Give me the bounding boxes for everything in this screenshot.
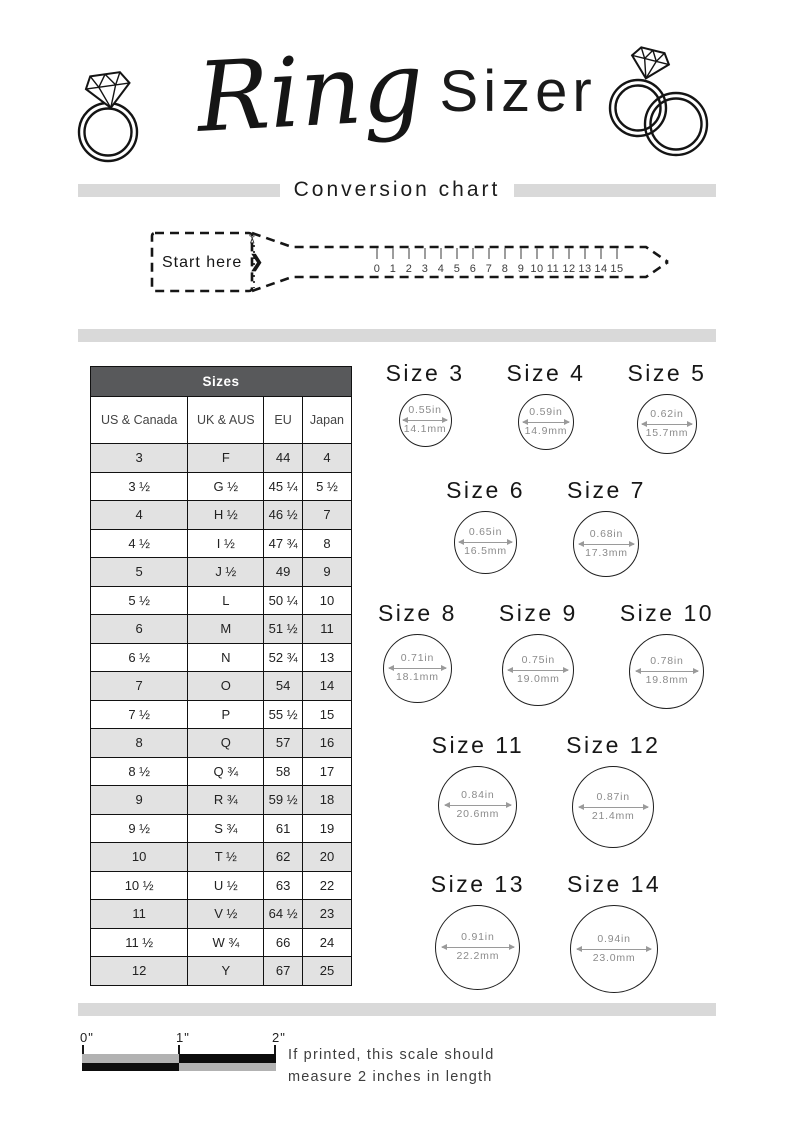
diameter-arrow-line: [577, 949, 651, 950]
table-row: [91, 643, 352, 672]
diameter-mm: 18.1mm: [396, 671, 439, 683]
size-cell: 13: [302, 643, 351, 672]
ring-size-label: Size 13: [430, 871, 525, 897]
size-cell: 9: [302, 558, 351, 587]
scale-bar-top: [82, 1054, 276, 1063]
size-cell: 52 ¾: [264, 643, 303, 672]
diamond: [627, 46, 671, 83]
size-cell: 12: [91, 957, 188, 986]
diameter-arrow-line: [636, 671, 699, 672]
page-title: [150, 30, 644, 170]
size-cell: 45 ¼: [264, 472, 303, 501]
size-cell: T ½: [188, 843, 264, 872]
table-title-row: [91, 367, 352, 397]
diameter-inches: 0.87in: [596, 790, 630, 803]
circle-row: [432, 732, 661, 848]
size-cell: G ½: [188, 472, 264, 501]
size-cell: 8: [302, 529, 351, 558]
ring-size-label: Size 6: [446, 477, 525, 503]
diameter-inches: 0.91in: [461, 931, 495, 944]
size-cell: 66: [264, 928, 303, 957]
size-cell: 16: [302, 729, 351, 758]
ruler-number: 11: [546, 263, 560, 275]
scale-tick: [274, 1045, 276, 1054]
ruler-number: 3: [421, 263, 429, 275]
size-cell: M: [188, 615, 264, 644]
scale-segment-gray: [179, 1063, 276, 1072]
diameter-arrow-line: [459, 542, 511, 543]
diameter-inches: 0.94in: [597, 932, 631, 945]
ruler-number: 15: [610, 263, 624, 275]
size-cell: Q ¾: [188, 757, 264, 786]
column-header-us-canada: US & Canada: [91, 397, 188, 444]
ring-circle: [570, 905, 658, 993]
size-cell: R ¾: [188, 786, 264, 815]
size-cell: 23: [302, 900, 351, 929]
size-cell: L: [188, 586, 264, 615]
ring-band-inner: [85, 109, 132, 156]
size-cell: 4: [91, 501, 188, 530]
ruler-number: 7: [485, 263, 493, 275]
size-cell: 14: [302, 672, 351, 701]
ruler-number: 10: [530, 263, 544, 275]
size-cell: 4 ½: [91, 529, 188, 558]
ring-size-label: Size 9: [498, 600, 578, 626]
ruler-number: 0: [373, 263, 381, 275]
size-cell: 63: [264, 871, 303, 900]
circle-row: [378, 600, 714, 709]
column-header-uk-aus: UK & AUS: [188, 397, 264, 444]
diameter-inches: 0.71in: [400, 652, 435, 665]
diameter-arrow-line: [445, 805, 511, 806]
section-divider-top: [78, 329, 716, 342]
size-cell: 57: [264, 729, 303, 758]
size-cell: 67: [264, 957, 303, 986]
size-cell: 9: [91, 786, 188, 815]
diameter-mm: 23.0mm: [592, 951, 636, 964]
ruler-number: 12: [562, 263, 576, 275]
size-cell: I ½: [188, 529, 264, 558]
table-row: [91, 814, 352, 843]
diameter-mm: 15.7mm: [645, 426, 689, 439]
ring-size-item: [432, 732, 525, 845]
size-cell: 17: [302, 757, 351, 786]
size-cell: J ½: [188, 558, 264, 587]
diameter-inches: 0.68in: [589, 527, 624, 540]
note-line-1: If printed, this scale should: [288, 1047, 495, 1063]
table-row: [91, 843, 352, 872]
ring-size-item: [386, 360, 465, 447]
ring-size-item: [566, 732, 660, 848]
ring-circle: [637, 394, 697, 454]
diameter-mm: 16.5mm: [464, 545, 507, 557]
diameter-arrow-line: [579, 544, 634, 545]
size-cell: 6: [91, 615, 188, 644]
size-cell: 20: [302, 843, 351, 872]
size-cell: 10 ½: [91, 871, 188, 900]
table-row: [91, 871, 352, 900]
scale-segment-gray: [82, 1054, 179, 1063]
size-cell: 62: [264, 843, 303, 872]
diameter-mm: 22.2mm: [456, 950, 500, 962]
title-script-ring: Ring: [194, 30, 427, 154]
subtitle-bar-left: [78, 184, 280, 197]
diameter-mm: 14.1mm: [403, 423, 447, 435]
size-cell: 11 ½: [91, 928, 188, 957]
ruler: [374, 248, 624, 275]
diameter-mm: 20.6mm: [456, 808, 500, 820]
size-cell: 6 ½: [91, 643, 188, 672]
size-cell: 9 ½: [91, 814, 188, 843]
table-row: [91, 529, 352, 558]
chevron-right-icon: ❯: [249, 252, 265, 271]
size-cell: S ¾: [188, 814, 264, 843]
scale-segment-black: [179, 1054, 276, 1063]
ring-size-item: [507, 360, 586, 450]
ruler-number: 5: [453, 263, 461, 275]
subtitle-row: [78, 176, 716, 204]
table-title: Sizes: [91, 367, 352, 397]
size-cell: 61: [264, 814, 303, 843]
diameter-arrow-line: [389, 668, 447, 669]
ring-circle: [454, 511, 517, 574]
scale-inch-label: 1": [176, 1030, 190, 1045]
diameter-mm: 14.9mm: [524, 424, 568, 437]
size-cell: Q: [188, 729, 264, 758]
scale-inch-label: 2": [272, 1030, 286, 1045]
size-cell: 19: [302, 814, 351, 843]
diameter-inches: 0.65in: [468, 526, 503, 539]
size-cell: 7 ½: [91, 700, 188, 729]
ruler-number: 6: [469, 263, 477, 275]
diameter-mm: 17.3mm: [585, 546, 628, 559]
section-divider-bottom: [78, 1003, 716, 1016]
table-row: [91, 672, 352, 701]
size-cell: P: [188, 700, 264, 729]
double-rings-icon: [598, 44, 716, 160]
size-cell: 44: [264, 444, 303, 473]
ring-size-label: Size 10: [619, 600, 715, 626]
header: [0, 0, 794, 175]
diamond: [84, 71, 132, 111]
ring-size-label: Size 4: [506, 360, 586, 386]
left-ring-inner: [616, 86, 661, 131]
ring-size-label: Size 11: [431, 732, 525, 758]
size-cell: 5: [91, 558, 188, 587]
scale-segment-black: [82, 1063, 179, 1072]
size-cell: 51 ½: [264, 615, 303, 644]
ring-size-item: [446, 477, 525, 574]
band-top-edge: [252, 233, 668, 262]
ruler-number: 1: [389, 263, 397, 275]
ring-size-item: [499, 600, 578, 706]
ring-circle: [438, 766, 517, 845]
diameter-arrow-line: [508, 670, 568, 671]
ring-size-label: Size 3: [385, 360, 465, 386]
size-cell: 8: [91, 729, 188, 758]
diameter-arrow-line: [642, 424, 692, 425]
size-cell: 55 ½: [264, 700, 303, 729]
diameter-inches: 0.55in: [408, 404, 442, 417]
ruler-number: 13: [578, 263, 592, 275]
ring-circle: [399, 394, 452, 447]
size-cell: O: [188, 672, 264, 701]
ring-size-item: [567, 477, 646, 577]
size-cell: 49: [264, 558, 303, 587]
start-here-label: [162, 252, 265, 272]
size-cell: 3: [91, 444, 188, 473]
size-cell: 18: [302, 786, 351, 815]
print-scale-note: [288, 1044, 494, 1089]
ring-circle: [572, 766, 654, 848]
size-cell: 3 ½: [91, 472, 188, 501]
circles-panel: [368, 360, 724, 993]
size-cell: 50 ¼: [264, 586, 303, 615]
table-row: [91, 928, 352, 957]
diameter-inches: 0.59in: [529, 405, 563, 418]
size-cell: 64 ½: [264, 900, 303, 929]
ring-size-item: [620, 600, 714, 709]
diameter-inches: 0.84in: [461, 789, 495, 802]
circle-row: [431, 871, 661, 993]
size-cell: W ¾: [188, 928, 264, 957]
table-row: [91, 786, 352, 815]
table-row: [91, 472, 352, 501]
ring-size-label: Size 12: [566, 732, 661, 758]
size-cell: 5 ½: [302, 472, 351, 501]
column-header-eu: EU: [264, 397, 303, 444]
size-cell: N: [188, 643, 264, 672]
size-cell: 47 ¾: [264, 529, 303, 558]
scissors-icon: ✂: [244, 233, 260, 245]
ring-circle: [629, 634, 704, 709]
size-cell: Y: [188, 957, 264, 986]
size-cell: 22: [302, 871, 351, 900]
size-cell: 10: [91, 843, 188, 872]
size-cell: 4: [302, 444, 351, 473]
circle-row: [446, 477, 646, 577]
table-row: [91, 729, 352, 758]
subtitle-bar-right: [514, 184, 716, 197]
scale-tick: [178, 1045, 180, 1054]
start-here-text: Start here: [162, 254, 243, 271]
scale-inch-label: 0": [80, 1030, 94, 1045]
table-row: [91, 900, 352, 929]
size-cell: H ½: [188, 501, 264, 530]
size-cell: 58: [264, 757, 303, 786]
ring-circle: [518, 394, 574, 450]
size-cell: 10: [302, 586, 351, 615]
diameter-arrow-line: [523, 422, 569, 423]
scale-bar-bottom: [82, 1063, 276, 1072]
title-sans-sizer: Sizer: [439, 59, 597, 124]
diameter-mm: 19.0mm: [516, 672, 560, 685]
subtitle-text: Conversion chart: [293, 178, 501, 201]
diameter-arrow-line: [442, 947, 513, 948]
table-row: [91, 700, 352, 729]
table-row: [91, 558, 352, 587]
ruler-number: 8: [501, 263, 509, 275]
ring-sizer-strip: [150, 230, 674, 296]
size-conversion-table: [90, 366, 352, 986]
size-cell: U ½: [188, 871, 264, 900]
size-cell: 8 ½: [91, 757, 188, 786]
ring-circle: [573, 511, 639, 577]
table-header-row: [91, 397, 352, 444]
ring-circle: [435, 905, 520, 990]
ring-circle: [502, 634, 574, 706]
table-row: [91, 757, 352, 786]
ruler-number: 2: [405, 263, 413, 275]
table-row: [91, 501, 352, 530]
ring-size-label: Size 14: [567, 871, 662, 897]
right-ring-inner: [651, 99, 702, 150]
size-cell: 11: [302, 615, 351, 644]
size-cell: 7: [302, 501, 351, 530]
ring-size-item: [627, 360, 706, 454]
size-cell: 25: [302, 957, 351, 986]
size-cell: V ½: [188, 900, 264, 929]
ring-band-outer: [79, 103, 137, 161]
size-table-body: [91, 444, 352, 986]
ring-size-item: [378, 600, 457, 703]
size-cell: 54: [264, 672, 303, 701]
size-cell: 59 ½: [264, 786, 303, 815]
diamond-ring-icon: [70, 66, 146, 166]
circle-row: [386, 360, 707, 454]
ruler-number: 9: [517, 263, 525, 275]
size-cell: 5 ½: [91, 586, 188, 615]
scale-tick: [82, 1045, 84, 1054]
table-row: [91, 444, 352, 473]
diameter-inches: 0.62in: [650, 407, 684, 420]
size-cell: 7: [91, 672, 188, 701]
ring-circle: [383, 634, 452, 703]
diameter-arrow-line: [403, 420, 447, 421]
size-cell: 15: [302, 700, 351, 729]
table-row: [91, 615, 352, 644]
diameter-inches: 0.78in: [650, 655, 684, 668]
diameter-arrow-line: [579, 807, 648, 808]
diameter-mm: 21.4mm: [591, 809, 635, 822]
ring-size-label: Size 8: [377, 600, 457, 626]
table-row: [91, 957, 352, 986]
print-scale: [0, 1028, 794, 1098]
size-cell: 11: [91, 900, 188, 929]
size-cell: F: [188, 444, 264, 473]
column-header-japan: Japan: [302, 397, 351, 444]
diameter-inches: 0.75in: [521, 653, 556, 666]
table-row: [91, 586, 352, 615]
ruler-number: 14: [594, 263, 608, 275]
diameter-mm: 19.8mm: [645, 674, 689, 686]
ruler-number: 4: [437, 263, 445, 275]
ring-size-item: [567, 871, 661, 993]
ring-size-label: Size 7: [567, 477, 646, 503]
size-cell: 46 ½: [264, 501, 303, 530]
note-line-2: measure 2 inches in length: [288, 1069, 493, 1086]
ring-size-item: [431, 871, 525, 990]
ring-size-label: Size 5: [627, 360, 707, 386]
size-cell: 24: [302, 928, 351, 957]
